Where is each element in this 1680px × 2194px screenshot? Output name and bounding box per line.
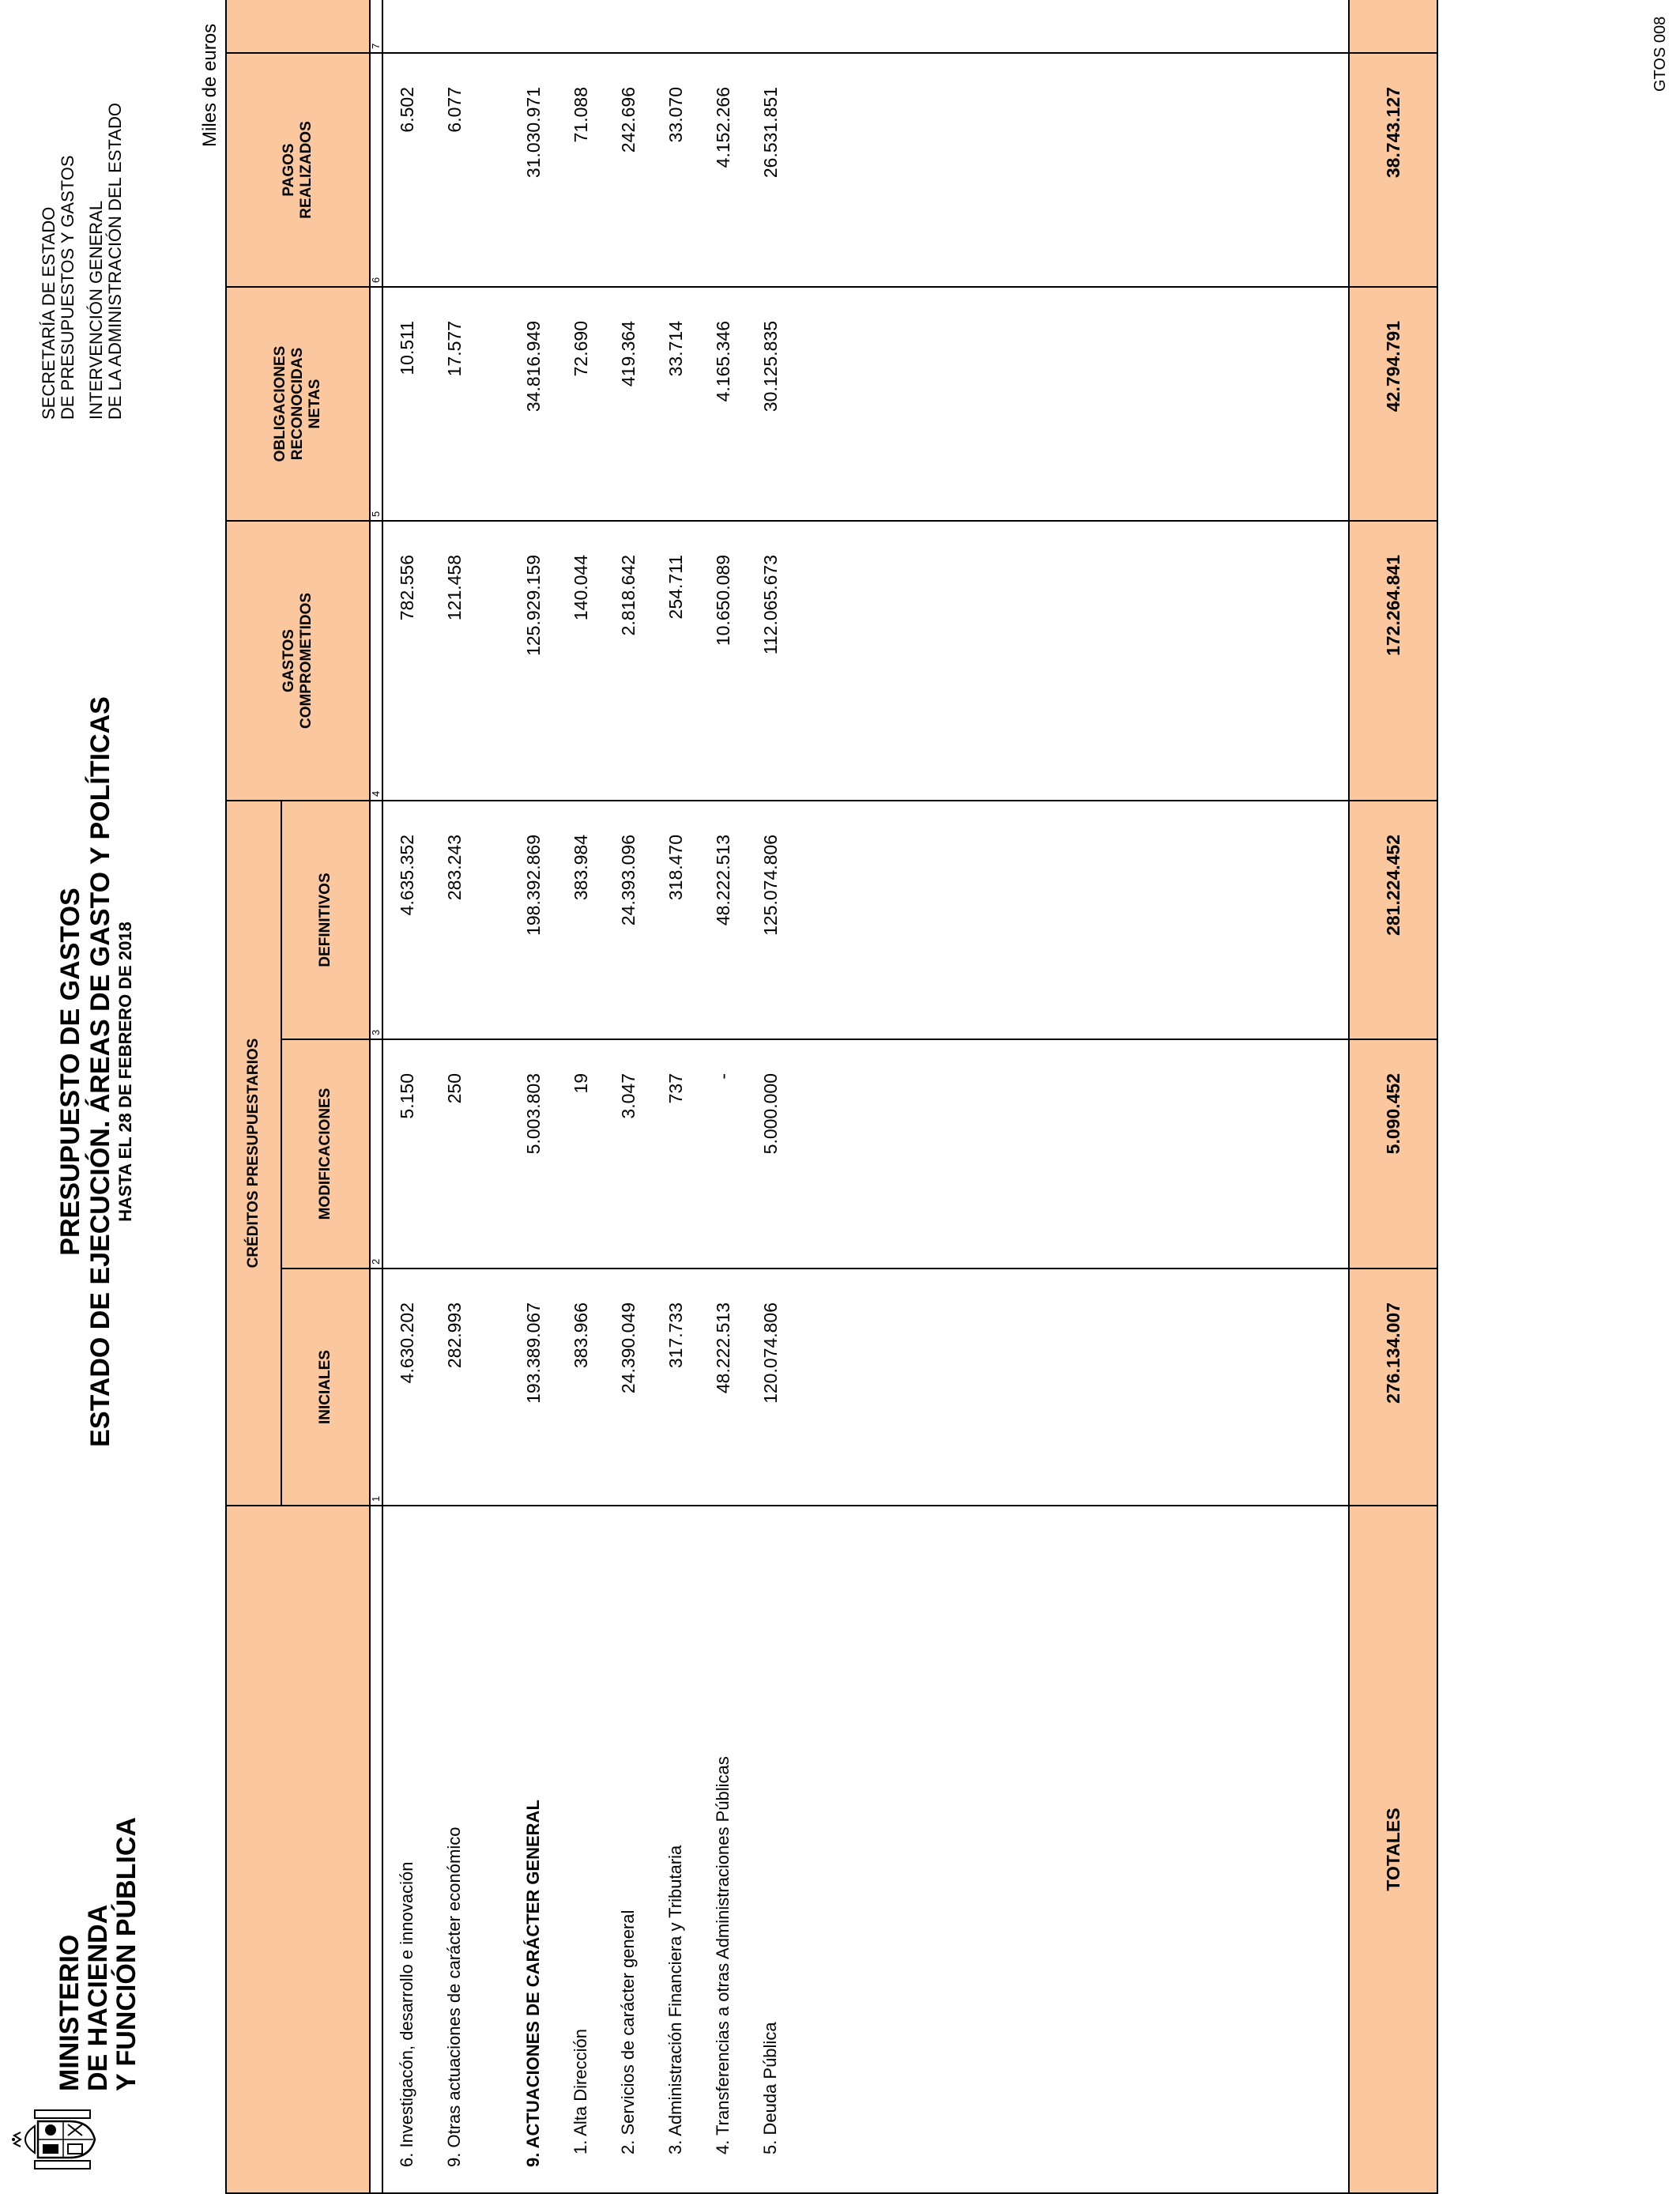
column-number: 2 — [370, 1258, 382, 1265]
table-cell: 250 — [444, 1073, 465, 1104]
ministry-name — [55, 1817, 141, 2091]
column-number: 7 — [370, 43, 382, 49]
table-cell: 2.818.642 — [618, 555, 638, 636]
table-cell: 6.502 — [397, 87, 417, 133]
column-number: 3 — [370, 1029, 382, 1035]
table-cell: 10.650.089 — [713, 555, 733, 647]
table-cell: 198.392.869 — [523, 835, 544, 936]
intervencion-line-1: INTERVENCIÓN GENERAL — [86, 200, 106, 420]
column-obligaciones-pendientes — [382, 0, 1349, 53]
table-cell: 19 — [571, 1073, 591, 1094]
table-cell — [431, 0, 478, 52]
table-cell — [510, 0, 557, 52]
total-value: 172.264.841 — [1349, 521, 1437, 801]
table-cell: 125.074.806 — [760, 835, 781, 936]
table-cell: 5.003.803 — [523, 1073, 544, 1155]
table-cell: 34.816.949 — [523, 321, 544, 413]
table-cell: 4.630.202 — [397, 1302, 417, 1384]
row-label: 5. Deuda Pública — [760, 2022, 780, 2154]
table-cell: 48.222.513 — [713, 835, 733, 926]
secretaria-line-1: SECRETARÍA DE ESTADO — [39, 206, 58, 420]
table-cell: 737 — [665, 1073, 686, 1104]
row-label: 1. Alta Dirección — [571, 2029, 590, 2154]
table-cell — [383, 0, 431, 52]
report-subtitle: ESTADO DE EJECUCIÓN. ÁREAS DE GASTO Y POLÍTICAS — [85, 696, 115, 1447]
totals-label: TOTALES — [1349, 1506, 1437, 2193]
table-cell — [652, 0, 699, 52]
coat-of-arms-logo — [11, 2109, 98, 2170]
table-cell: 3.047 — [618, 1073, 638, 1119]
issuing-body — [40, 103, 125, 420]
table-cell: 30.125.835 — [760, 321, 781, 413]
header-obligaciones-pendientes — [226, 0, 370, 53]
table-cell: 5.150 — [397, 1073, 417, 1119]
column-pagos-realizados — [382, 53, 1349, 287]
table-cell: 282.993 — [444, 1302, 465, 1369]
table-cell: 419.364 — [618, 321, 638, 387]
row-label: 9. ACTUACIONES DE CARÁCTER GENERAL — [523, 1800, 543, 2167]
table-cell: 383.984 — [571, 835, 591, 901]
table-cell: 193.389.067 — [523, 1302, 544, 1404]
header-description — [226, 1506, 370, 2193]
table-cell: 5.000.000 — [760, 1073, 781, 1155]
column-number-row — [370, 0, 382, 2193]
ministry-line-3: Y FUNCIÓN PÚBLICA — [111, 1817, 141, 2091]
table-cell: 318.470 — [665, 835, 686, 901]
table-cell: 125.929.159 — [523, 555, 544, 656]
column-obligaciones-reconocidas — [382, 287, 1349, 521]
table-cell: 782.556 — [397, 555, 417, 621]
header-obligaciones-reconocidas: OBLIGACIONES RECONOCIDAS NETAS — [226, 287, 370, 521]
table-cell: 283.243 — [444, 835, 465, 901]
table-cell: 48.222.513 — [713, 1302, 733, 1394]
report-date-range: HASTA EL 28 DE FEBRERO DE 2018 — [115, 922, 135, 1222]
header-pagos-realizados: PAGOS REALIZADOS — [226, 53, 370, 287]
table-cell: 4.635.352 — [397, 835, 417, 916]
table-cell: 121.458 — [444, 555, 465, 621]
table-cell: 31.030.971 — [523, 87, 544, 179]
table-cell: 24.390.049 — [618, 1302, 638, 1394]
total-value: 5.090.452 — [1349, 1039, 1437, 1269]
column-iniciales — [382, 1269, 1349, 1506]
table-cell: 242.696 — [618, 87, 638, 153]
column-definitivos — [382, 801, 1349, 1039]
row-label: 3. Administración Financiera y Tributaria — [665, 1845, 685, 2154]
table-cell: 383.966 — [571, 1302, 591, 1369]
table-cell: 72.690 — [571, 321, 591, 377]
ministry-line-1: MINISTERIO — [55, 1934, 85, 2091]
column-number: 5 — [370, 511, 382, 517]
header-definitivos: DEFINITIVOS — [281, 801, 370, 1039]
report-title-block — [55, 677, 136, 1467]
total-value: 42.794.791 — [1349, 287, 1437, 521]
table-cell: 17.577 — [444, 321, 465, 377]
table-cell — [605, 0, 652, 52]
row-label: 6. Investigacón, desarrollo e innovación — [397, 1861, 416, 2167]
table-cell: 6.077 — [444, 87, 465, 133]
total-value: 276.134.007 — [1349, 1269, 1437, 1506]
table-cell: 120.074.806 — [760, 1302, 781, 1404]
row-label: 9. Otras actuaciones de carácter económico — [444, 1826, 464, 2167]
table-cell — [557, 0, 605, 52]
column-number: 6 — [370, 277, 382, 283]
total-value: 281.224.452 — [1349, 801, 1437, 1039]
column-number-blank — [370, 1506, 382, 2193]
table-cell: 71.088 — [571, 87, 591, 143]
row-label: 4. Transferencias a otras Administraciones Públicas — [713, 1756, 733, 2154]
column-number: 1 — [370, 1495, 382, 1502]
table-cell: 317.733 — [665, 1302, 686, 1369]
table-cell: 33.714 — [665, 321, 686, 377]
header-row-1 — [226, 0, 281, 2193]
row-labels-column — [382, 1506, 1349, 2193]
intervencion-line-2: DE LA ADMINISTRACIÓN DEL ESTADO — [105, 103, 125, 420]
column-modificaciones — [382, 1039, 1349, 1269]
header-creditos-group: CRÉDITOS PRESUPUESTARIOS — [226, 801, 281, 1506]
table-cell: 4.165.346 — [713, 321, 733, 402]
form-code: GTOS 008 — [1652, 16, 1669, 92]
table-cell: 140.044 — [571, 555, 591, 621]
row-label: 2. Servicios de carácter general — [618, 1909, 638, 2154]
table-cell: 10.511 — [397, 321, 417, 375]
ministry-line-2: DE HACIENDA — [83, 1904, 113, 2091]
totals-row — [1349, 0, 1437, 2193]
secretaria-line-2: DE PRESUPUESTOS Y GASTOS — [58, 155, 77, 420]
table-cell: - — [713, 1073, 733, 1080]
table-cell: 4.152.266 — [713, 87, 733, 168]
table-cell: 112.065.673 — [760, 555, 781, 655]
budget-execution-table — [225, 0, 1438, 2194]
header-modificaciones: MODIFICACIONES — [281, 1039, 370, 1269]
total-value: 38.743.127 — [1349, 53, 1437, 287]
table-cell — [747, 0, 794, 52]
report-title: PRESUPUESTO DE GASTOS — [55, 888, 85, 1256]
header-gastos-comprometidos: GASTOS COMPROMETIDOS — [226, 521, 370, 801]
total-value — [1349, 0, 1437, 53]
table-cell — [699, 0, 747, 52]
table-cell: 26.531.851 — [760, 87, 781, 179]
table-body — [382, 0, 1349, 2193]
table-cell: 254.711 — [665, 555, 686, 620]
header-iniciales: INICIALES — [281, 1269, 370, 1506]
table-cell: 24.393.096 — [618, 835, 638, 926]
column-number: 4 — [370, 790, 382, 797]
table-cell: 33.070 — [665, 87, 686, 143]
units-note: Miles de euros — [199, 23, 220, 147]
column-gastos-comprometidos — [382, 521, 1349, 801]
